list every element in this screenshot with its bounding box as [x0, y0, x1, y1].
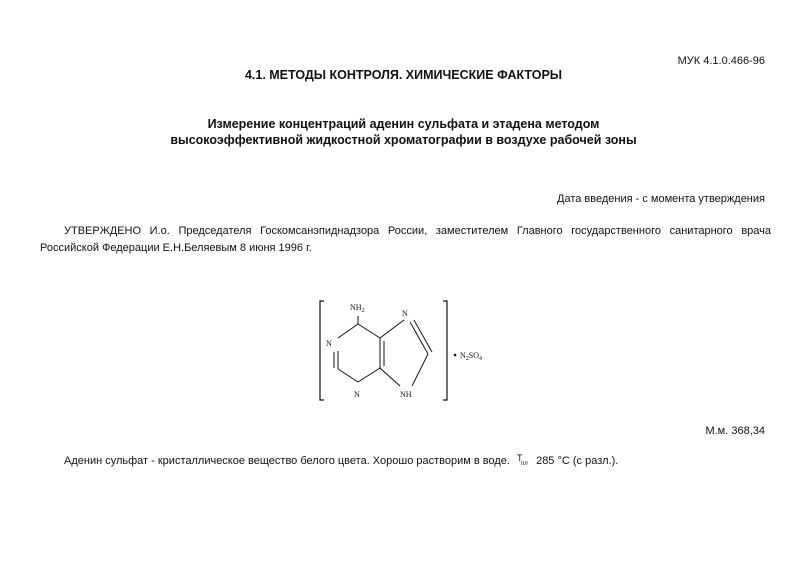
method-title-line-2: высокоэффективной жидкостной хроматографии в воздухе рабочей зоны [170, 133, 637, 147]
amino-group: $NH_2$ [350, 303, 365, 314]
description-text: Аденин сульфат - кристаллическое вещество белого цвета. Хорошо растворим в воде. [64, 455, 514, 467]
method-title [0, 116, 807, 148]
melting-point-symbol: T пл [517, 453, 528, 468]
approval-paragraph [40, 223, 771, 257]
melting-point-value: 285 °С (с разл.). [533, 455, 619, 467]
ring-nitrogen-bottom: N [354, 390, 360, 399]
ring-nitrogen-top: N [402, 309, 408, 318]
sulfate-part: $N_2SO_4$ [460, 351, 483, 362]
molecular-mass: М.м. 368,34 [705, 425, 765, 437]
substance-description [64, 455, 618, 467]
method-title-line-1: Измерение концентраций аденин сульфата и этадена методом [207, 117, 600, 131]
ring-nh: NH [400, 390, 412, 399]
approval-label: УТВЕРЖДЕНО [64, 225, 142, 237]
imidazole-ring [380, 320, 432, 386]
ring-nitrogen-left: N [326, 339, 332, 348]
approval-text: И.о. Председателя Госкомсанэпиднадзора России, заместителем Главного государственного санитарного врача Российской Федерации Е.Н.Беляевым 8 июня 1996 г. [40, 225, 771, 254]
section-title: 4.1. МЕТОДЫ КОНТРОЛЯ. ХИМИЧЕСКИЕ ФАКТОРЫ [244, 68, 563, 82]
introduction-date: Дата введения - с момента утверждения [557, 193, 765, 205]
salt-dot [454, 354, 457, 357]
structural-formula [312, 296, 512, 406]
pyrimidine-ring [334, 316, 384, 382]
document-code: МУК 4.1.0.466-96 [677, 55, 765, 67]
